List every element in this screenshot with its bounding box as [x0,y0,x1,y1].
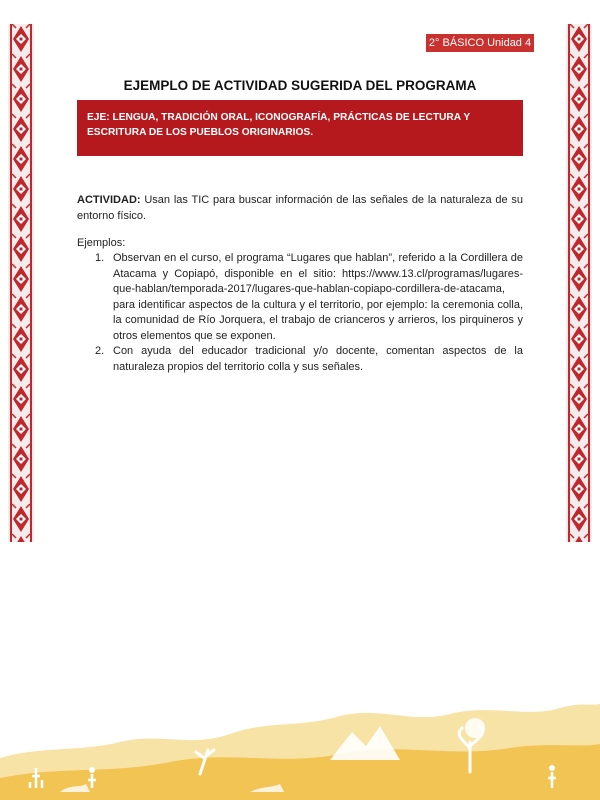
andean-pattern-icon [566,24,592,542]
list-item-text: Observan en el curso, el programa “Lugares que hablan”, referido a la Cordillera de Atacama y Copiapó, disponible en el sitio: https://www.13.cl/programas/lugares-que-hablan/temporada-2017/lugares-que-hablan-copiapo-cordillera-de-atacama, para identificar aspectos de la cultura y el territorio, por ejemplo: la ceremonia colla, la comunidad de Río Jorquera, el trabajo de crianceros y arrieros, los pirquineros y otros elementos que se exponen. [113,252,523,342]
list-item [77,251,523,344]
grade-unit-badge: 2° BÁSICO Unidad 4 [426,34,534,52]
footer-illustration [0,688,600,800]
examples-label: Ejemplos: [77,237,126,249]
activity-paragraph [77,193,523,224]
list-item [77,344,523,375]
list-item-number: 1. [95,252,105,264]
activity-text: Usan las TIC para buscar información de las señales de la naturaleza de su entorno físico. [77,194,523,222]
page-title: EJEMPLO DE ACTIVIDAD SUGERIDA DEL PROGRAMA [123,78,477,93]
examples-list [77,251,523,375]
axis-banner [77,100,523,156]
list-item-number: 2. [95,345,105,357]
left-pattern-border [8,24,34,542]
right-pattern-border [566,24,592,542]
andean-landscape-icon [0,688,600,800]
activity-label: ACTIVIDAD: [77,194,141,206]
list-item-text: Con ayuda del educador tradicional y/o docente, comentan aspectos de la naturaleza propios del territorio colla y sus señales. [113,345,523,373]
axis-text: EJE: LENGUA, TRADICIÓN ORAL, ICONOGRAFÍA, PRÁCTICAS DE LECTURA Y ESCRITURA DE LOS PUEBLOS ORIGINARIOS. [87,112,470,138]
andean-pattern-icon [8,24,34,542]
